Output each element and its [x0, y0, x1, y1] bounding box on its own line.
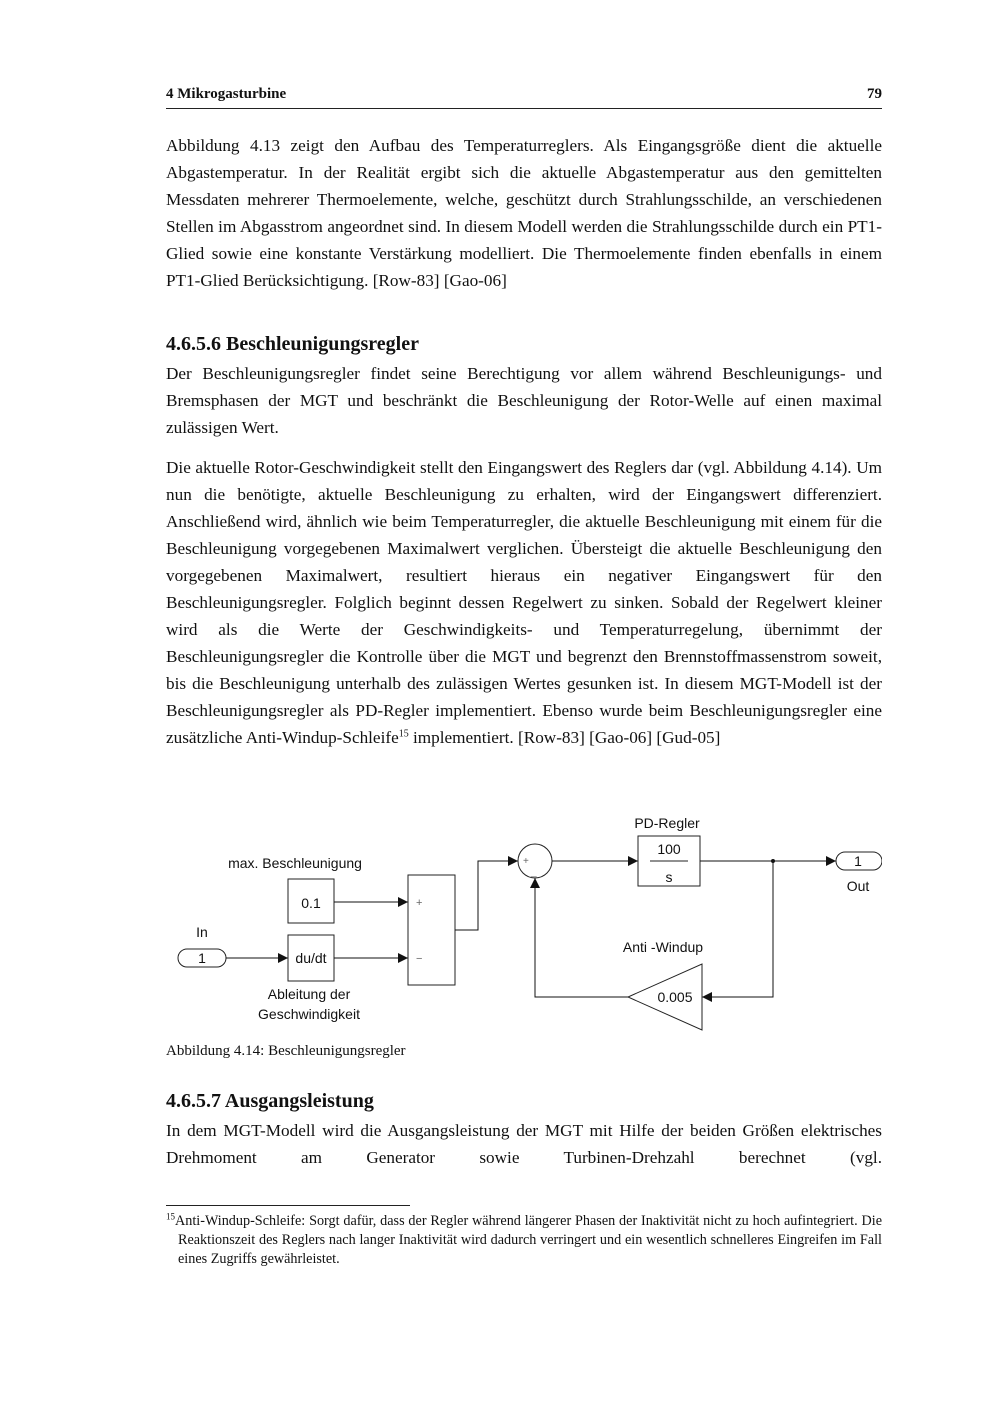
gain-value: 0.005 — [657, 989, 693, 1005]
footnote — [166, 1212, 882, 1269]
pd-numerator: 100 — [657, 841, 681, 857]
section-heading-beschleunigungsregler: 4.6.5.6 Beschleunigungsregler — [166, 333, 419, 355]
derivative-label-line2: Geschwindigkeit — [258, 1006, 360, 1022]
signal-branch-to-gain — [702, 861, 773, 997]
subtract-minus-sign: − — [416, 953, 423, 965]
paragraph-ausgangsleistung: In dem MGT-Modell wird die Ausgangsleistung der MGT mit Hilfe der beiden Größen elektrisches Drehmoment am Generator sowie Turbinen-Drehzahl berechnet (vgl. — [166, 1121, 882, 1167]
derivative-label-line1: Ableitung der — [267, 986, 351, 1002]
in-label: In — [196, 924, 208, 940]
intro-paragraph: Abbildung 4.13 zeigt den Aufbau des Temperaturreglers. Als Eingangsgröße dient die aktuelle Abgastemperatur. In der Realität ergibt sich die aktuelle Abgastemperatur aus den gemittelten Messdaten mehrerer Thermoelemente, welche, geschützt durch Strahlungsschilde, an verschiedenen Stellen im Abgasstrom angeordnet sind. In diesem Modell werden die Strahlungsschilde durch ein PT1-Glied sowie eine konstante Verstärkung modelliert. Die Thermoelemente finden ebenfalls in einem PT1-Glied Berücksichtigung. [Row-83] [Gao-06] — [166, 136, 882, 290]
signal-gain-to-sum — [535, 878, 628, 997]
paragraph-beschleunigungsregler-detail — [166, 454, 882, 751]
signal-subtract-to-sum — [455, 861, 518, 930]
sum-minus-sign: _ — [531, 867, 537, 878]
section-heading-ausgangsleistung: 4.6.5.7 Ausgangsleistung — [166, 1090, 374, 1112]
figure-caption: Abbildung 4.14: Beschleunigungsregler — [166, 1043, 406, 1059]
out-label: Out — [846, 878, 870, 894]
footnote-number: 15 — [166, 1211, 175, 1222]
chapter-title: 4 Mikrogasturbine — [166, 86, 287, 102]
block-diagram-beschleunigungsregler — [166, 805, 882, 1041]
pd-regler-title: PD-Regler — [634, 815, 700, 831]
sum-plus-sign: + — [523, 856, 529, 867]
page-number: 79 — [867, 86, 882, 102]
pd-denominator: s — [665, 869, 673, 885]
footnote-text: Anti-Windup-Schleife: Sorgt dafür, dass der Regler während längerer Phasen der Inaktivität nicht zu hoch aufintegriert. Die Reaktionszeit des Reglers nach langer Inaktivität wird dadurch verringert und ein wesentlich schnelleres Eingreifen im Fall eines Zugriffs gewährleistet. — [175, 1213, 882, 1267]
constant-value: 0.1 — [301, 895, 321, 911]
subtract-plus-sign: + — [416, 897, 423, 909]
subtract-block — [408, 875, 455, 985]
paragraph-beschleunigungsregler-intro: Der Beschleunigungsregler findet seine Berechtigung vor allem während Beschleunigungs- und Bremsphasen der MGT und beschränkt die Beschleunigung der Rotor-Welle auf einen maximal zulässigen Wert. — [166, 364, 882, 437]
derivative-text: du/dt — [295, 950, 327, 966]
anti-windup-label: Anti -Windup — [622, 939, 704, 955]
paragraph-text: Die aktuelle Rotor-Geschwindigkeit stellt den Eingangswert des Reglers dar (vgl. Abbildung 4.14). Um nun die benötigte, aktuelle Beschleunigung zu erhalten, wird der Eingangswert differenziert. Anschließend wird, ähnlich wie beim Temperaturregler, die aktuelle Beschleunigung mit einem für die Beschleunigung vorgegebenen Maximalwert verglichen. Übersteigt die aktuelle Beschleunigung den vorgegebenen Maximalwert, resultiert hieraus ein negativer Eingangswert für den Beschleunigungsregler. Folglich beginnt dessen Regelwert zu sinken. Sobald der Regelwert kleiner wird als die Werte der Geschwindigkeits- und Temperaturregelung, übernimmt der Beschleunigungsregler die Kontrolle über die MGT und begrenzt den Brennstoffmassenstrom soweit, bis die Beschleunigung unterhalb des zulässigen Wertes gesunken ist. In diesem MGT-Modell ist der Beschleunigungsregler als PD-Regler implementiert. Ebenso wurde beim Beschleunigungsregler eine zusätzliche Anti-Windup-Schleife — [166, 458, 882, 747]
diagram-canvas — [166, 805, 882, 1041]
footnote-separator — [166, 1205, 410, 1206]
running-header — [166, 84, 882, 109]
paragraph-text-end: implementiert. [Row-83] [Gao-06] [Gud-05] — [408, 728, 721, 747]
max-beschleunigung-label: max. Beschleunigung — [228, 855, 362, 871]
footnote-reference: 15 — [398, 728, 409, 740]
out-port-number: 1 — [854, 853, 862, 869]
in-port-number: 1 — [198, 950, 206, 966]
